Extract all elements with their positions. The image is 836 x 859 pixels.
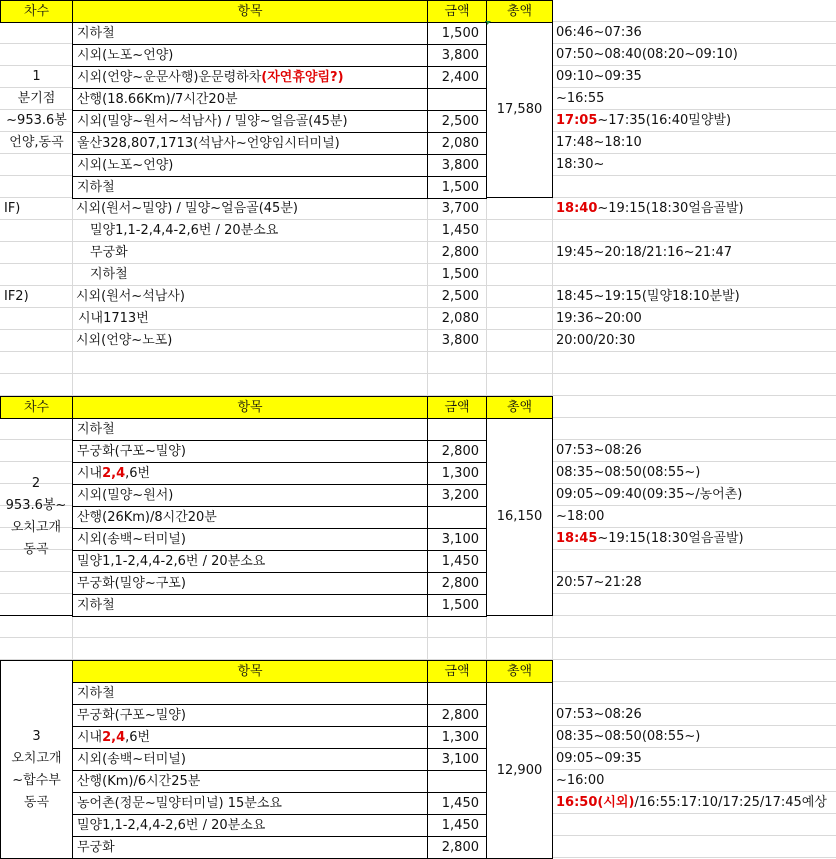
section-total-3[interactable] <box>486 682 553 859</box>
amount-cell[interactable] <box>427 682 487 705</box>
item-cell[interactable]: 지하철 <box>72 594 428 617</box>
item-cell[interactable] <box>72 462 428 485</box>
amount-cell[interactable]: 3,700 <box>441 201 479 216</box>
time-cell[interactable]: 19:36~20:00 <box>556 311 642 326</box>
time-cell[interactable]: 20:57~21:28 <box>556 575 642 590</box>
item-cell[interactable]: 시외(밀양~원서) <box>72 484 428 507</box>
section-label-line: 오치고개 <box>10 519 62 535</box>
header-total[interactable]: 총액 <box>486 660 553 683</box>
item-cell[interactable]: 시외(노포~언양) <box>72 154 428 177</box>
amount-cell[interactable]: 3,800 <box>427 44 487 67</box>
amount-cell[interactable] <box>427 418 487 441</box>
time-cell[interactable]: 07:53~08:26 <box>556 707 642 722</box>
section-label-line: 언양,동곡 <box>9 135 64 150</box>
time-cell[interactable]: 08:35~08:50(08:55~) <box>556 729 701 744</box>
item-cell[interactable]: 지하철 <box>72 176 428 199</box>
header-item[interactable]: 항목 <box>72 0 428 23</box>
time-cell[interactable]: 06:46~07:36 <box>556 25 642 40</box>
time-cell[interactable]: ~16:00 <box>556 773 605 788</box>
time-text: ~19:15(18:30얼음골발) <box>597 531 744 546</box>
time-cell[interactable]: ~16:55 <box>556 91 605 106</box>
amount-cell[interactable]: 1,450 <box>441 223 479 238</box>
header-item[interactable]: 항목 <box>72 396 428 419</box>
time-text-red: 18:45 <box>556 531 598 546</box>
amount-cell[interactable]: 2,800 <box>427 836 487 859</box>
item-text: 시외(언양~운문사행)운문령하차 <box>77 70 262 85</box>
item-cell[interactable]: 무궁화(구포~밀양) <box>72 704 428 727</box>
item-text: 시내 <box>77 730 103 745</box>
amount-cell[interactable]: 1,300 <box>427 462 487 485</box>
time-cell[interactable] <box>552 528 836 550</box>
section-label-2[interactable] <box>0 418 73 616</box>
amount-cell[interactable]: 1,450 <box>427 550 487 573</box>
amount-cell[interactable]: 1,450 <box>427 792 487 815</box>
amount-cell[interactable]: 2,400 <box>427 66 487 89</box>
section-label-line: 3 <box>32 728 41 744</box>
item-cell[interactable]: 산행(Km)/6시간25분 <box>72 770 428 793</box>
section-label-line: 오치고개 <box>11 750 62 766</box>
item-cell[interactable]: 산행(18.66Km)/7시간20분 <box>72 88 428 111</box>
time-cell[interactable]: 18:30~ <box>556 157 605 172</box>
section-label-line: ~합수부 <box>12 772 61 788</box>
time-text-red: 18:40 <box>556 201 598 216</box>
time-cell[interactable]: 19:45~20:18/21:16~21:47 <box>556 245 733 260</box>
amount-cell[interactable]: 2,500 <box>441 289 479 304</box>
item-cell[interactable]: 시외(밀양~원서~석남사) / 밀양~얼음골(45분) <box>72 110 428 133</box>
section-label-line: 953.6봉~ <box>5 497 67 513</box>
time-cell[interactable]: 20:00/20:30 <box>556 333 636 348</box>
header-amount[interactable]: 금액 <box>427 0 487 23</box>
time-cell[interactable]: ~18:00 <box>556 509 605 524</box>
time-cell[interactable]: 07:50~08:40(08:20~09:10) <box>556 47 738 62</box>
item-cell[interactable]: 시외(송백~터미널) <box>72 748 428 771</box>
item-cell[interactable] <box>72 726 428 749</box>
time-cell[interactable] <box>552 198 836 220</box>
item-cell[interactable]: 무궁화(밀양~구포) <box>72 572 428 595</box>
item-cell[interactable]: 시외(원서~밀양) / 밀양~얼음골(45분) <box>76 201 298 216</box>
item-cell[interactable]: 산행(26Km)/8시간20분 <box>72 506 428 529</box>
amount-cell[interactable]: 2,080 <box>441 311 479 326</box>
amount-cell[interactable]: 2,800 <box>427 572 487 595</box>
time-text-red: 16:50(시외) <box>556 795 635 810</box>
item-cell[interactable]: 지하철 <box>72 22 428 45</box>
time-cell[interactable] <box>552 110 836 132</box>
amount-cell[interactable]: 2,080 <box>427 132 487 155</box>
item-text: 시내 <box>77 466 103 481</box>
item-cell[interactable]: 무궁화 <box>72 836 428 859</box>
amount-cell[interactable]: 3,100 <box>427 528 487 551</box>
item-cell[interactable]: 시외(원서~석남사) <box>76 289 185 304</box>
amount-cell[interactable]: 2,800 <box>427 440 487 463</box>
header-item[interactable]: 항목 <box>72 660 428 683</box>
amount-cell[interactable]: 1,500 <box>427 22 487 45</box>
item-cell[interactable]: 시내1713번 <box>78 311 149 326</box>
time-cell[interactable]: 09:05~09:35 <box>556 751 642 766</box>
amount-cell[interactable]: 3,200 <box>427 484 487 507</box>
header-total[interactable]: 총액 <box>486 0 553 23</box>
section-label-1[interactable] <box>0 22 73 198</box>
section-label-line: 동곡 <box>23 541 49 557</box>
total-value: 16,150 <box>496 509 543 524</box>
item-cell[interactable]: 지하철 <box>72 682 428 705</box>
amount-cell[interactable] <box>427 770 487 793</box>
time-text: ~19:15(18:30얼음골발) <box>597 201 744 216</box>
total-value: 17,580 <box>496 102 543 117</box>
item-text: ,6번 <box>125 730 151 745</box>
header-cha[interactable]: 차수 <box>0 0 73 23</box>
item-cell[interactable]: 시외(노포~언양) <box>72 44 428 67</box>
item-cell[interactable]: 지하철 <box>72 418 428 441</box>
header-cha[interactable]: 차수 <box>0 396 73 419</box>
time-cell[interactable]: 07:53~08:26 <box>556 443 642 458</box>
item-cell[interactable]: 밀양1,1-2,4,4-2,6번 / 20분소요 <box>72 814 428 837</box>
item-text-red: 2,4 <box>102 730 126 745</box>
item-text-red: (자연휴양림?) <box>261 70 344 85</box>
time-text: /16:55:17:10/17:25/17:45예상 <box>634 795 827 810</box>
section-total-1[interactable] <box>486 22 553 198</box>
header-amount[interactable]: 금액 <box>427 396 487 419</box>
section-label-line: 동곡 <box>23 794 50 810</box>
item-cell[interactable]: 밀양1,1-2,4,4-2,6번 / 20분소요 <box>72 550 428 573</box>
header-amount[interactable]: 금액 <box>427 660 487 683</box>
item-cell[interactable]: 무궁화(구포~밀양) <box>72 440 428 463</box>
time-text: ~17:35(16:40밀양발) <box>597 113 732 128</box>
section-total-2[interactable] <box>486 418 553 616</box>
time-cell[interactable]: 09:05~09:40(09:35~/농어촌) <box>556 487 743 502</box>
amount-cell[interactable] <box>427 88 487 111</box>
time-cell[interactable]: 08:35~08:50(08:55~) <box>556 465 701 480</box>
section-label-line: ~953.6봉 <box>6 113 67 128</box>
header-total[interactable]: 총액 <box>486 396 553 419</box>
section-label-line: 2 <box>31 475 41 491</box>
amount-cell[interactable]: 2,800 <box>441 245 479 260</box>
item-cell[interactable]: 밀양1,1-2,4,4-2,6번 / 20분소요 <box>90 223 279 238</box>
amount-cell[interactable]: 1,450 <box>427 814 487 837</box>
item-cell[interactable]: 울산328,807,1713(석남사~언양임시터미널) <box>72 132 428 155</box>
item-text-red: 2,4 <box>102 466 126 481</box>
amount-cell[interactable]: 3,800 <box>441 333 479 348</box>
item-cell[interactable]: 무궁화 <box>90 245 128 260</box>
section-label-if2[interactable]: IF2) <box>4 289 29 304</box>
item-cell[interactable]: 시외(언양~노포) <box>76 333 173 348</box>
time-cell[interactable] <box>552 792 836 814</box>
amount-cell[interactable]: 2,500 <box>427 110 487 133</box>
time-cell[interactable]: 09:10~09:35 <box>556 69 642 84</box>
section-label-line: 분기점 <box>17 91 56 106</box>
time-cell[interactable]: 17:48~18:10 <box>556 135 642 150</box>
amount-cell[interactable]: 1,300 <box>427 726 487 749</box>
item-cell[interactable]: 시외(송백~터미널) <box>72 528 428 551</box>
amount-cell[interactable]: 3,800 <box>427 154 487 177</box>
amount-cell[interactable]: 1,500 <box>427 594 487 617</box>
amount-cell[interactable] <box>427 506 487 529</box>
section-label-if[interactable]: IF) <box>4 201 21 216</box>
item-cell[interactable]: 지하철 <box>90 267 128 282</box>
amount-cell[interactable]: 1,500 <box>427 176 487 199</box>
amount-cell[interactable]: 1,500 <box>441 267 479 282</box>
item-cell[interactable]: 농어촌(정문~밀양터미널) 15분소요 <box>72 792 428 815</box>
time-text-red: 17:05 <box>556 113 598 128</box>
amount-cell[interactable]: 2,800 <box>427 704 487 727</box>
total-value: 12,900 <box>496 762 543 778</box>
item-text: ,6번 <box>125 466 151 481</box>
time-cell[interactable]: 18:45~19:15(밀양18:10분발) <box>556 289 740 304</box>
item-cell[interactable] <box>72 66 428 89</box>
section-label-3[interactable] <box>0 660 73 859</box>
amount-cell[interactable]: 3,100 <box>427 748 487 771</box>
section-label-line: 1 <box>32 69 41 84</box>
